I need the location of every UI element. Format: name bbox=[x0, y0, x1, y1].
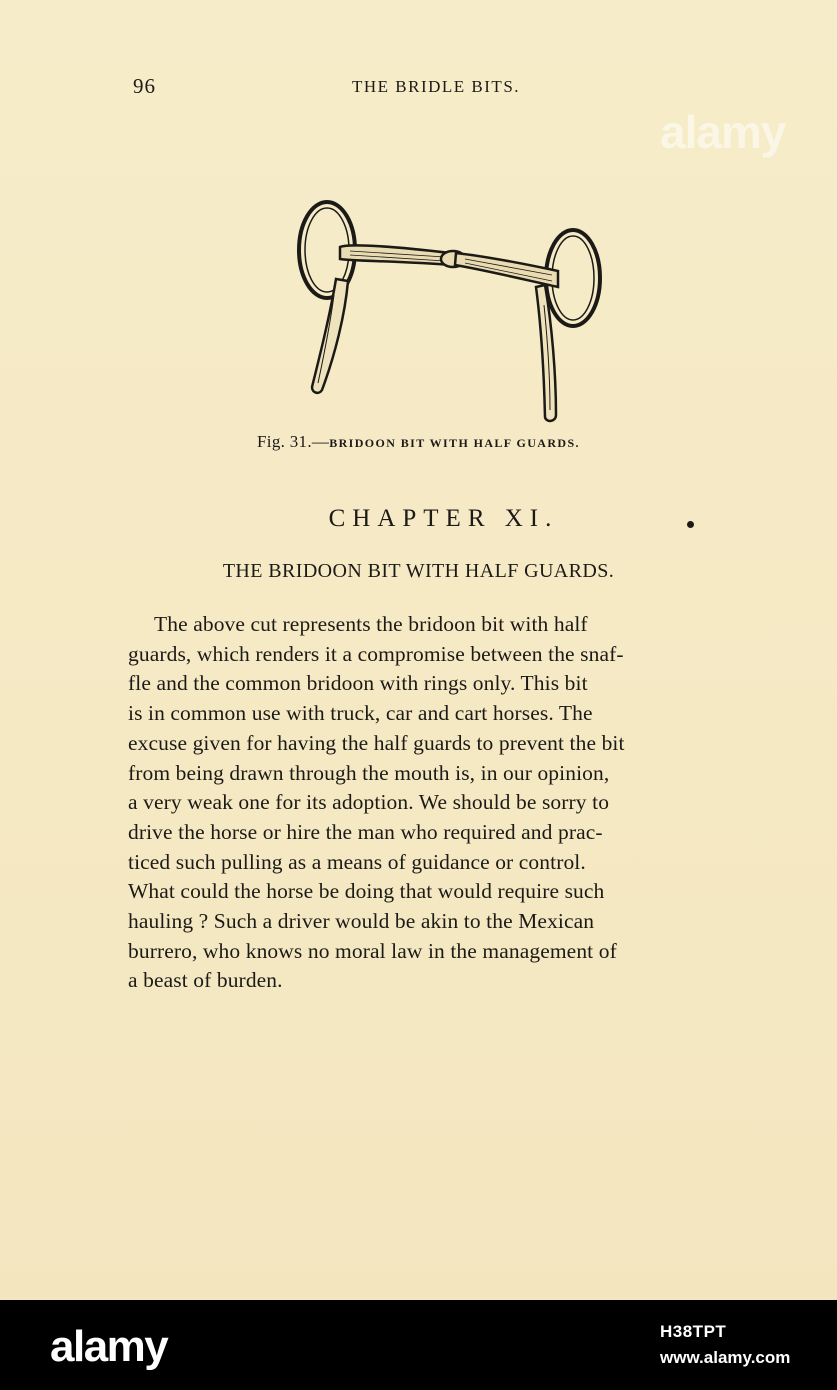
body-line: burrero, who knows no moral law in the management of bbox=[128, 938, 617, 963]
figure-number: Fig. 31.— bbox=[257, 432, 330, 451]
body-line: What could the horse be doing that would require such bbox=[128, 879, 605, 904]
body-line: a beast of burden. bbox=[128, 968, 283, 993]
body-line: excuse given for having the half guards to prevent the bit bbox=[128, 730, 625, 755]
figure-caption bbox=[0, 432, 837, 452]
chapter-heading: CHAPTER XI. bbox=[328, 505, 559, 532]
figure-title: BRIDOON BIT WITH HALF GUARDS. bbox=[329, 436, 580, 450]
right-half-guard bbox=[536, 285, 556, 421]
bridoon-bit-illustration bbox=[290, 195, 610, 427]
running-head: THE BRIDLE BITS. bbox=[352, 77, 521, 96]
body-line: drive the horse or hire the man who required and prac- bbox=[128, 819, 603, 844]
mouthpiece-right bbox=[455, 253, 558, 287]
body-line: is in common use with truck, car and cart horses. The bbox=[128, 701, 593, 726]
watermark-logo: alamy bbox=[660, 106, 786, 158]
footer-logo: alamy bbox=[50, 1322, 168, 1371]
page-number: 96 bbox=[133, 74, 156, 98]
body-line: The above cut represents the bridoon bit with half bbox=[154, 612, 588, 636]
ink-dot bbox=[687, 521, 694, 528]
body-line: a very weak one for its adoption. We should be sorry to bbox=[128, 790, 610, 815]
image-id: H38TPT bbox=[660, 1322, 727, 1341]
chapter-title: THE BRIDOON BIT WITH HALF GUARDS. bbox=[222, 560, 615, 582]
body-line: fle and the common bridoon with rings only. This bit bbox=[128, 671, 588, 696]
body-line: from being drawn through the mouth is, in our opinion, bbox=[128, 760, 610, 785]
body-line: hauling ? Such a driver would be akin to the Mexican bbox=[128, 909, 595, 934]
footer-site: www.alamy.com bbox=[660, 1348, 791, 1367]
body-line: ticed such pulling as a means of guidance or control. bbox=[128, 849, 586, 874]
body-paragraph bbox=[128, 610, 768, 996]
body-line: guards, which renders it a compromise between the snaf- bbox=[128, 641, 624, 666]
